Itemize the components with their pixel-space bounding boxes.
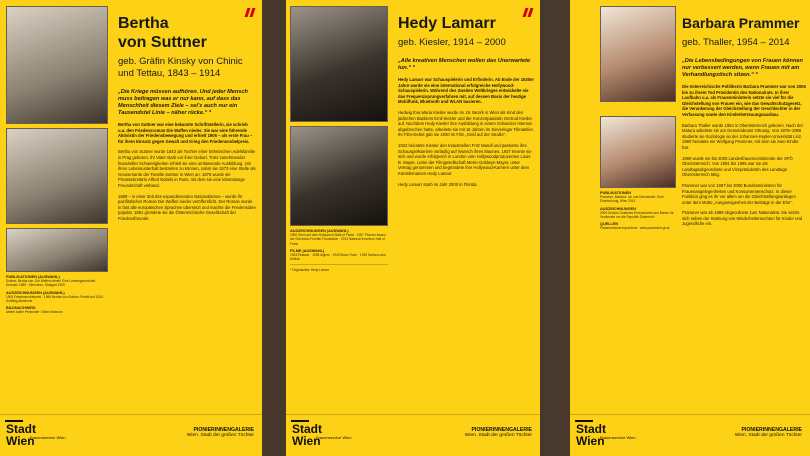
gallery-title: PIONIERINNENGALERIE [471,427,532,433]
poster-content [118,14,256,222]
biography-text-2: 1889 – in einer Zeit des expandierenden Nationalismus – wurde ihr pazifistischer Roman Die Waffen nieder veröffentlicht. Der Roman wurde in fast alle europäischen Sprachen übersetzt und machte die Friedensidee populär. 1891 gründete sie die Österreichische Gesellschaft der Friedensfreunde. [118,193,256,221]
awards-text: 2009 Großes Goldenes Ehrenzeichen am Bande für Verdienste um die Republik Österreich [600,210,674,219]
parliament-photo [600,116,676,188]
poster-bertha-von-suttner [0,0,262,456]
gallery-label [187,427,254,439]
person-name-line2: von Suttner [118,34,207,51]
writing-desk-photo [6,128,108,224]
logo-line-1: Stadt [292,422,322,436]
publications-text: Prammer, Barbara: Ich und Demokratie. Eine Einmischung, Wien 2013 [600,195,664,204]
person-quote: „Alle kreativen Menschen wollen das Unerwartete tun.“ * [398,58,531,71]
photo-column [6,6,108,314]
gallery-label [465,427,532,439]
photo-credits-text: Atelier Adele Perlmutter / Wien Museum [6,310,63,315]
logo-line-2: Wien [292,434,321,448]
gallery-label [735,427,802,439]
awards-text: 1960 Stern auf dem Hollywood Walk of Fame · 1997 Pioneer Award der Electronic Frontier Foundation · 2014 National Inventors Hall of Fame [290,233,386,246]
publications-text: Suttner, Bertha von: Die Waffen nieder! Eine Lebensgeschichte, Dresden 1889 · Memoiren, Stuttgart 1909 [6,279,97,288]
logo-line-1: Stadt [576,422,606,436]
birth-info: geb. Gräfin Kinsky von Chinic und Tettau, 1843 – 1914 [118,56,243,79]
publications-heading: PUBLIKATIONEN (AUSWAHL) [6,275,60,279]
portrait-photo [6,6,108,124]
awards-heading: AUSZEICHNUNGEN (AUSWAHL) [290,229,349,233]
gallery-subtitle: Wien. Stadt der großen Töchter [464,433,532,438]
photo-column [290,6,388,273]
biography-text: Barbara Thaller wurde 1954 in Oberösterreich geboren. Nach der Matura arbeitete sie am Gemeindeamt Ottnang. Von 1978–1986 studierte sie Soziologie an der Johannes-Kepler-Universität Linz. 1980 heiratete sie Wolfgang Prammer, mit dem sie zwei Kinder hat. [682,122,803,150]
intro-text: Hedy Lamarr war Schauspielerin und Erfinderin. Ab Ende der 1930er Jahre wurde sie eine international erfolgreiche Hollywood-Schauspielerin. Während des Zweiten Weltkrieges entwickelte sie das Frequenzsprungverfahren mit, auf dessen Basis der heutige Mobilfunk, Bluetooth und WLAN basieren. [398,77,534,105]
portrait-photo [290,6,388,122]
photo-column [600,6,676,230]
awards-heading: AUSZEICHNUNGEN (AUSWAHL) [6,290,65,295]
poster-barbara-prammer [570,0,810,456]
intro-text: Bertha von Suttner war eine bekannte Schriftstellerin, sie schrieb u.a. den Friedensroman Die Waffen nieder. Sie war eine führende Aktivistin der Friedensbewegung und erhielt 1905 – als erste Frau – für ihren Einsatz gegen Gewalt und Krieg den Friedensnobelpreis. [118,122,253,144]
films-text: 1933 Ekstase · 1938 Algiers · 1940 Boom Town · 1949 Samson and Delilah [290,252,386,262]
gallery-title: PIONIERINNENGALERIE [741,427,802,433]
poster-footer [570,414,810,456]
sources-text: Parlamentskorrespondenz · www.parlament.gv.at [600,226,670,231]
frauenservice-label: Frauenservice Wien [600,435,636,440]
quote-source: * Originalzitat: Hedy Lamarr [290,268,330,273]
portrait-photo [600,6,676,102]
person-name: Barbara Prammer [682,15,800,31]
biography-text-4: Prammer war ab 1999 Abgeordnete zum Nationalrat. Sie setzte sich neben der Stärkung von Minderheitenrechten für Kinder und Jugendliche ein. [682,210,803,227]
films-heading: FILME (AUSWAHL) [290,248,325,253]
poster-content [398,14,534,187]
biography-text: Hedwig Eva Maria Kiesler wurde im 19. Bezirk in Wien als Kind des jüdischen Bankiers Emil Kiesler und der Konzertpianistin Gertrud Kiesler auf. Nachdem Hedy Kiesler ihre Ausbildung in einem Schweizer Internat abgebrochen hatte, arbeitete sie mit 16 Jahren im Sieveringer Filmatelier. Ihr Film-Debüt gab sie 1930 im Film „Geld auf der Straße“. [398,109,534,138]
person-quote: „Die Kriege müssen aufhören. Und jeder Mensch muss beitragen was er nur kann, auf dass das Menschheit diesem Ziele – sei's auch nur ein Tausendstel Linie – näher rücke.“ * [118,89,248,116]
biography-text-2: 1933 heiratete Kiesler den Industriellen Fritz Mandl und passierte ihre Schauspielkarriere vorläufig auf Wunsch ihres Mannes. 1937 trennte sie sich und wurde erfolgreich in London vom Hollywoodproduzenten Louis B. Mayer, Leiter der Filmgesellschaft Metro-Goldwyn-Mayer, unter Vertrag genommen und begründete ihre Hollywood-Karriere unter dem Künstlernamen Hedy Lamarr. [398,142,532,176]
gallery-subtitle: Wien. Stadt der großen Töchter [734,433,802,438]
biography-text-2: 1990 wurde sie bis 2005 Landesfrauenvorsitzende der SPÖ Oberösterreich. Von 1991 bis 1995 war sie als Landtagsabgeordnete und Vizepräsidentin des Landtags Oberösterreich tätig. [682,155,793,178]
awards-text: 1905 Friedensnobelpreis · 1966 Bertha-von-Suttner-Porträt auf 1000-Schilling-Banknote [6,294,104,303]
person-quote: „Die Lebensbedingungen von Frauen können nur verbessert werden, wenn Frauen mit am Verhandlungstisch sitzen.“ * [682,58,803,78]
logo-line-2: Wien [576,434,605,448]
film-still-photo [290,126,388,226]
awards-heading: AUSZEICHNUNGEN [600,206,636,211]
divider [290,264,388,265]
gallery-subtitle: Wien. Stadt der großen Töchter [186,433,254,438]
publications-heading: PUBLIKATIONEN [600,191,631,195]
intro-text: Die österreichische Politikerin Barbara Prammer war von 2006 bis zu ihrem Tod Präsidentin des Nationalrats. In ihrer Laufbahn u.a. als Frauenministerin setzte sie viel für die Gleichstellung von Frauen ein, wie das Gewaltschutzgesetz, die Verankerung der Gleichstellung der Geschlechter in der Verfassung sowie den Kinderbetreuungsausbau. [682,84,806,117]
frauenservice-label: Frauenservice Wien [30,435,66,440]
person-name: Bertha [118,15,169,32]
biography-text-3: Hedy Lamarr starb im Jahr 2000 in Florida. [398,181,478,187]
photo-credits-heading: BILDNACHWEIS [6,306,36,311]
person-name: Hedy Lamarr [398,15,496,32]
biography-text: Bertha von Suttner wurde 1843 als Tochter einer böhmischen Adelsfamilie in Prag geboren. Ihr Vater starb vor ihrer Geburt. Trotz zunehmender finanzieller Schwierigkeiten erhielt sie eine umfassende Ausbildung. Um ihren Lebensunterhalt bestreiten zu können, nahm sie 1873 eine Stelle als Gouvernante der Familie Suttner in Wien an. 1875 wurde sie Privatsekretärin Alfred Nobels in Paris, mit dem sie eine lebenslange Freundschaft verband. [118,149,256,188]
poster-footer [0,414,262,456]
logo-line-1: Stadt [6,422,36,436]
sources-heading: QUELLEN [600,222,619,227]
poster-footer [286,414,540,456]
biography-text-3: Prammer war von 1997 bis 2000 Bundesministerin für Frauenangelegenheiten und Konsumentenschutz. In dieser Funktion ging es ihr vor allem um die Gleichstellungsanliegen unter dem Motto „Ausgewogenheit der Beiträge in der Ehe“. [682,182,796,205]
birth-info: geb. Thaller, 1954 – 2014 [682,37,790,48]
desk-photo [6,228,108,272]
poster-hedy-lamarr [286,0,540,456]
frauenservice-label: Frauenservice Wien [316,435,352,440]
poster-content [682,14,806,227]
birth-info: geb. Kiesler, 1914 – 2000 [398,37,506,48]
logo-line-2: Wien [6,434,35,448]
gallery-title: PIONIERINNENGALERIE [193,427,254,433]
